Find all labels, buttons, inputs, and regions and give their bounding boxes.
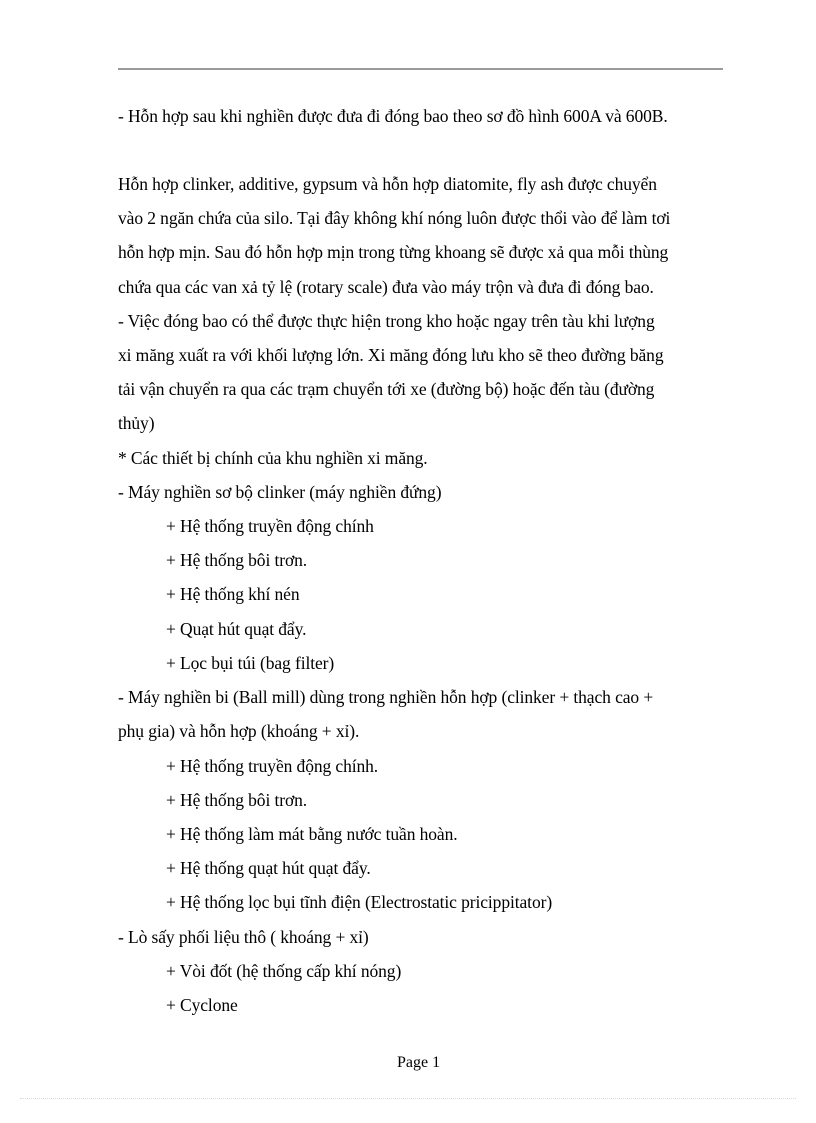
list-heading: - Lò sấy phối liệu thô ( khoáng + xỉ) (118, 927, 369, 947)
paragraph-line: hỗn hợp mịn. Sau đó hỗn hợp mịn trong từng khoang sẽ được xả qua mỗi thùng (118, 242, 669, 262)
list-item: + Hệ thống làm mát bằng nước tuần hoàn. (166, 824, 458, 844)
paragraph-line: thủy) (118, 413, 155, 433)
paragraph-line: phụ gia) và hỗn hợp (khoáng + xỉ). (118, 721, 360, 741)
list-item: + Hệ thống bôi trơn. (166, 550, 308, 570)
paragraph-line: vào 2 ngăn chứa của silo. Tại đây không khí nóng luôn được thổi vào để làm tơi (118, 208, 671, 228)
header-rule (118, 68, 723, 70)
paragraph-line: - Việc đóng bao có thể được thực hiện trong kho hoặc ngay trên tàu khi lượng (118, 311, 655, 331)
paragraph-line: Hỗn hợp clinker, additive, gypsum và hỗn hợp diatomite, fly ash được chuyển (118, 174, 657, 194)
list-item: + Cyclone (166, 995, 238, 1015)
paragraph-line: chứa qua các van xả tỷ lệ (rotary scale) đưa vào máy trộn và đưa đi đóng bao. (118, 277, 654, 297)
section-heading: * Các thiết bị chính của khu nghiền xi măng. (118, 448, 428, 468)
list-item: + Hệ thống khí nén (166, 584, 300, 604)
paragraph-line: - Hỗn hợp sau khi nghiền được đưa đi đóng bao theo sơ đồ hình 600A và 600B. (118, 106, 668, 126)
list-item: + Hệ thống quạt hút quạt đẩy. (166, 858, 371, 878)
paragraph-line: xi măng xuất ra với khối lượng lớn. Xi măng đóng lưu kho sẽ theo đường băng (118, 345, 664, 365)
list-item: + Hệ thống bôi trơn. (166, 790, 308, 810)
list-item: + Hệ thống lọc bụi tĩnh điện (Electrostatic pricippitator) (166, 892, 553, 912)
list-item: + Hệ thống truyền động chính (166, 516, 374, 536)
page-number: Page 1 (397, 1054, 441, 1071)
list-item: + Vòi đốt (hệ thống cấp khí nóng) (166, 961, 402, 981)
list-heading: - Máy nghiền bi (Ball mill) dùng trong nghiền hỗn hợp (clinker + thạch cao + (118, 687, 654, 707)
paragraph-line: tải vận chuyển ra qua các trạm chuyển tới xe (đường bộ) hoặc đến tàu (đường (118, 379, 655, 399)
list-item: + Lọc bụi túi (bag filter) (166, 653, 335, 673)
list-item: + Hệ thống truyền động chính. (166, 756, 379, 776)
list-heading: - Máy nghiền sơ bộ clinker (máy nghiền đứng) (118, 482, 442, 502)
page-bottom-border (20, 1098, 796, 1099)
list-item: + Quạt hút quạt đẩy. (166, 619, 307, 639)
